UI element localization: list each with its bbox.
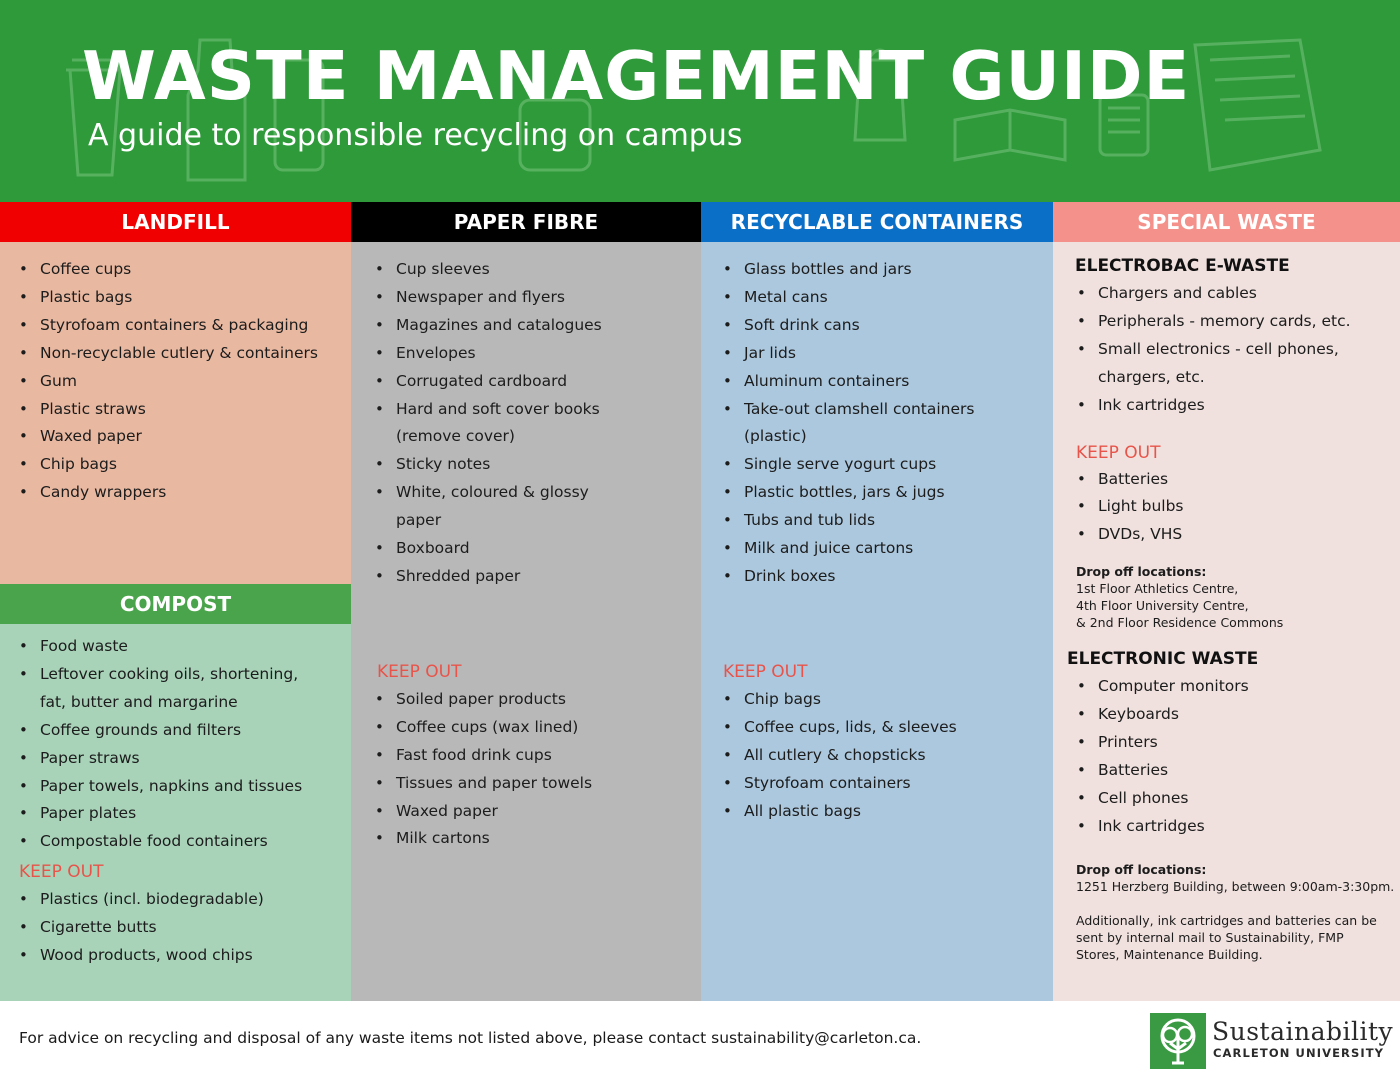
recyclable-containers-list: [723, 256, 1053, 591]
compost-keep-out-label: KEEP OUT: [19, 862, 104, 883]
compost-heading: COMPOST: [0, 584, 351, 624]
landfill-list: [19, 256, 351, 507]
list-item: • Soiled paper products: [375, 686, 701, 714]
paper-fibre-heading: PAPER FIBRE: [351, 202, 701, 242]
list-item: • Paper plates: [19, 800, 351, 828]
list-item: • DVDs, VHS: [1077, 521, 1400, 549]
list-item: paper: [396, 511, 442, 530]
list-item: fat, butter and margarine: [40, 692, 238, 711]
list-item: • Newspaper and flyers: [375, 284, 701, 312]
list-item: • Paper towels, napkins and tissues: [19, 773, 351, 801]
list-item: • Coffee cups: [19, 256, 351, 284]
list-item: • Computer monitors: [1077, 673, 1400, 701]
paper-fibre-panel: [351, 242, 701, 1001]
paper-fibre-keep-out-list: [375, 686, 701, 853]
special-waste-panel: [1053, 242, 1400, 1001]
list-item: chargers, etc.: [1098, 367, 1205, 386]
list-item: • Envelopes: [375, 340, 701, 368]
list-item: • Sticky notes: [375, 451, 701, 479]
special-keep-out-label: KEEP OUT: [1076, 442, 1161, 463]
list-item: (plastic): [744, 427, 807, 446]
list-item: • Soft drink cans: [723, 312, 1053, 340]
dropoff-line: 4th Floor University Centre,: [1076, 598, 1249, 614]
compost-keep-out-list: [19, 886, 351, 970]
list-item: • Cup sleeves: [375, 256, 701, 284]
recyclable-containers-panel: [701, 242, 1053, 1001]
logo-wordmark: Sustainability: [1212, 1017, 1394, 1046]
note-line: Additionally, ink cartridges and batteries can be: [1076, 912, 1377, 928]
list-item: • Drink boxes: [723, 563, 1053, 591]
list-item: • Cigarette butts: [19, 914, 351, 942]
list-item: • Compostable food containers: [19, 828, 351, 856]
list-item: • Aluminum containers: [723, 368, 1053, 396]
list-item: • Corrugated cardboard: [375, 368, 701, 396]
note-line: Stores, Maintenance Building.: [1076, 946, 1263, 962]
list-item: • Fast food drink cups: [375, 742, 701, 770]
list-item: • Waxed paper: [19, 423, 351, 451]
list-item: • Plastic bottles, jars & jugs: [723, 479, 1053, 507]
paper-fibre-list: [375, 256, 701, 591]
electronic-waste-list: [1075, 673, 1400, 840]
compost-panel: [0, 624, 351, 1001]
list-item: • Metal cans: [723, 284, 1053, 312]
list-item: • Magazines and catalogues: [375, 312, 701, 340]
electrobac-list: [1075, 280, 1400, 420]
list-item: • Plastics (incl. biodegradable): [19, 886, 351, 914]
list-item: • Coffee grounds and filters: [19, 717, 351, 745]
list-item: • Boxboard: [375, 535, 701, 563]
list-item: • Tubs and tub lids: [723, 507, 1053, 535]
list-item: • Jar lids: [723, 340, 1053, 368]
list-item: • Coffee cups (wax lined): [375, 714, 701, 742]
landfill-heading: LANDFILL: [0, 202, 351, 242]
dropoff-label: Drop off locations:: [1076, 861, 1207, 877]
list-item: • All cutlery & chopsticks: [723, 742, 1053, 770]
list-item: • Styrofoam containers: [723, 770, 1053, 798]
dropoff-info-2: [1076, 861, 1400, 963]
list-item: • White, coloured & glossy: [375, 479, 701, 507]
dropoff-line: 1st Floor Athletics Centre,: [1076, 581, 1239, 597]
list-item: • Coffee cups, lids, & sleeves: [723, 714, 1053, 742]
list-item: • Light bulbs: [1077, 493, 1400, 521]
dropoff-label: Drop off locations:: [1076, 564, 1207, 580]
list-item: • Ink cartridges: [1077, 813, 1400, 841]
list-item: • Wood products, wood chips: [19, 942, 351, 970]
page-subtitle: A guide to responsible recycling on campus: [88, 118, 743, 153]
list-item: • Keyboards: [1077, 701, 1400, 729]
list-item: • All plastic bags: [723, 798, 1053, 826]
list-item: • Gum: [19, 368, 351, 396]
list-item: • Plastic bags: [19, 284, 351, 312]
list-item: • Waxed paper: [375, 798, 701, 826]
list-item: • Hard and soft cover books: [375, 396, 701, 424]
list-item: • Plastic straws: [19, 396, 351, 424]
list-item: • Non-recyclable cutlery & containers: [19, 340, 351, 368]
special-keep-out-list: [1075, 466, 1400, 550]
list-item: • Batteries: [1077, 466, 1400, 494]
note-line: sent by internal mail to Sustainability, FMP: [1076, 929, 1344, 945]
list-item: • Take-out clamshell containers: [723, 396, 1053, 424]
list-item: • Batteries: [1077, 757, 1400, 785]
dropoff-info-1: [1076, 563, 1400, 631]
list-item: • Chip bags: [723, 686, 1053, 714]
list-item: • Leftover cooking oils, shortening,: [19, 661, 351, 689]
recyclable-containers-heading: RECYCLABLE CONTAINERS: [701, 202, 1053, 242]
compost-list: [19, 633, 351, 856]
dropoff-line: & 2nd Floor Residence Commons: [1076, 615, 1284, 631]
list-item: • Milk and juice cartons: [723, 535, 1053, 563]
special-waste-heading: SPECIAL WASTE: [1053, 202, 1400, 242]
list-item: • Candy wrappers: [19, 479, 351, 507]
list-item: • Paper straws: [19, 745, 351, 773]
dropoff-line: 1251 Herzberg Building, between 9:00am-3:30pm.: [1076, 878, 1395, 894]
list-item: • Tissues and paper towels: [375, 770, 701, 798]
list-item: • Glass bottles and jars: [723, 256, 1053, 284]
recyclable-keep-out-list: [723, 686, 1053, 826]
logo-university: CARLETON UNIVERSITY: [1213, 1046, 1385, 1060]
tree-icon: [1150, 1013, 1206, 1069]
list-item: • Shredded paper: [375, 563, 701, 591]
landfill-panel: [0, 242, 351, 584]
list-item: • Cell phones: [1077, 785, 1400, 813]
electrobac-heading: ELECTROBAC E-WASTE: [1075, 256, 1290, 276]
list-item: • Printers: [1077, 729, 1400, 757]
paper-fibre-keep-out-label: KEEP OUT: [377, 661, 462, 682]
list-item: (remove cover): [396, 427, 515, 446]
list-item: • Small electronics - cell phones,: [1077, 336, 1400, 364]
list-item: • Ink cartridges: [1077, 392, 1400, 420]
list-item: • Styrofoam containers & packaging: [19, 312, 351, 340]
list-item: • Milk cartons: [375, 825, 701, 853]
list-item: • Single serve yogurt cups: [723, 451, 1053, 479]
header-banner: [0, 0, 1400, 202]
list-item: • Chip bags: [19, 451, 351, 479]
list-item: • Peripherals - memory cards, etc.: [1077, 308, 1400, 336]
list-item: • Food waste: [19, 633, 351, 661]
recyclable-keep-out-label: KEEP OUT: [723, 661, 808, 682]
page-title: WASTE MANAGEMENT GUIDE: [82, 37, 1191, 115]
footer-contact-text: For advice on recycling and disposal of any waste items not listed above, please contact sustainability@carleton.ca.: [19, 1029, 922, 1047]
list-item: • Chargers and cables: [1077, 280, 1400, 308]
electronic-waste-heading: ELECTRONIC WASTE: [1067, 649, 1259, 670]
